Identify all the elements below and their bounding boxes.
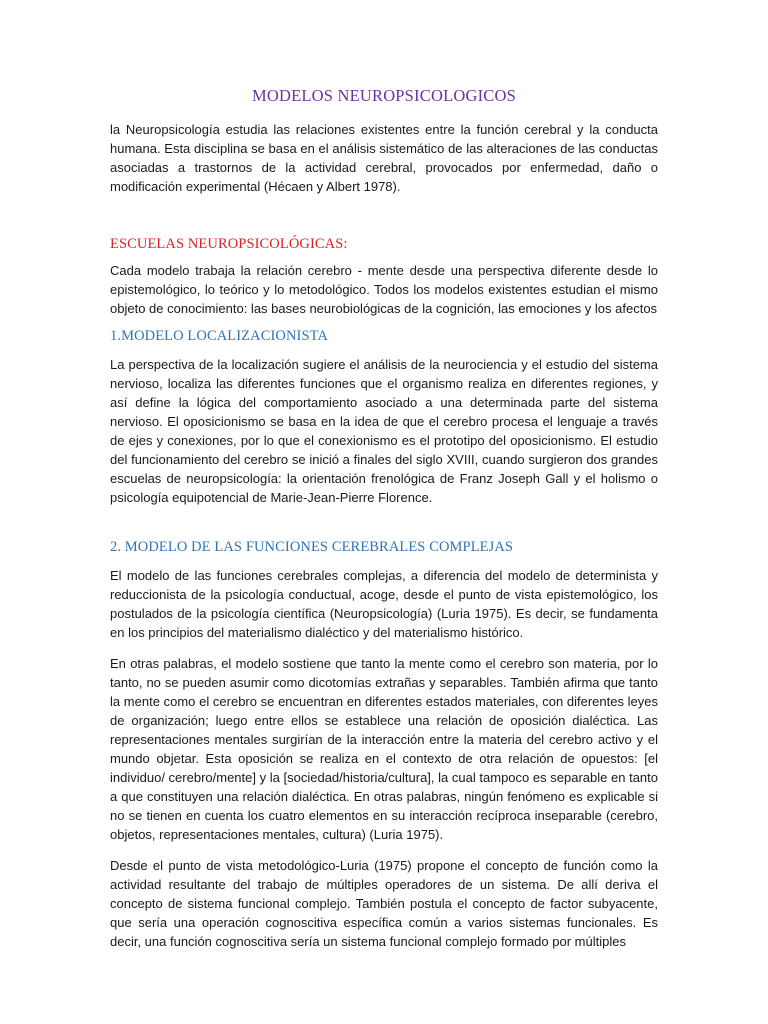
section1-paragraph: La perspectiva de la localización sugiere el análisis de la neurociencia y el estudio del sistema nervioso, localiza las diferentes funciones que el organismo realiza en diferentes regiones, y así define la lógica del comportamiento asociado a una determinada parte del sistema nervioso. El oposicionismo se basa en la idea de que el cerebro procesa el lenguaje a través de ejes y conexiones, por lo que el conexionismo es el prototipo del oposicionismo. El estudio del funcionamiento del cerebro se inició a finales del siglo XVIII, cuando surgieron dos grandes escuelas de neuropsicología: la orientación frenológica de Franz Joseph Gall y el holismo o psicología equipotencial de Marie-Jean-Pierre Florence.: [110, 357, 658, 505]
intro-paragraph: la Neuropsicología estudia las relaciones existentes entre la función cerebral y la conducta humana. Esta disciplina se basa en el análisis sistemático de las alteraciones de las conductas asociadas a trastornos de la actividad cerebral, provocados por enfermedad, daño o modificación experimental (Hécaen y Albert 1978).: [110, 122, 658, 194]
section2-paragraph-1: El modelo de las funciones cerebrales complejas, a diferencia del modelo de determinista y reduccionista de la psicología conductual, acoge, desde el punto de vista epistemológico, los postulados de la psicología científica (Neuropsicología) (Luria 1975). Es decir, se fundamenta en los principios del materialismo dialéctico y del materialismo histórico.: [110, 568, 658, 640]
section2-paragraph-2: En otras palabras, el modelo sostiene que tanto la mente como el cerebro son materia, por lo tanto, no se pueden asumir como dicotomías extrañas y separables. También afirma que tanto la mente como el cerebro se encuentran en diferentes estados materiales, con diferentes leyes de organización; luego entre ellos se establece una relación de oposición dialéctica. Las representaciones mentales surgirían de la interacción entre la materia del cerebro activo y el mundo objetar. Esta oposición se realiza en el contexto de otra relación de opuestos: [el individuo/ cerebro/mente] y la [sociedad/historia/cultura], la cual tampoco es separable en tanto a que constituyen una relación dialéctica. En otras palabras, ningún fenómeno es explicable si no se tienen en cuenta los cuatro elementos en su interacción recíproca inseparable (cerebro, objetos, representaciones mentales, cultura) (Luria 1975).: [110, 656, 658, 842]
document-title: MODELOS NEUROPSICOLOGICOS: [252, 86, 516, 105]
section2-paragraph-3: Desde el punto de vista metodológico-Luria (1975) propone el concepto de función como la actividad resultante del trabajo de múltiples operadores de un sistema. De allí deriva el concepto de sistema funcional complejo. También postula el concepto de factor subyacente, que sería una operación cognoscitiva específica común a varios sistemas funcionales. Es decir, una función cognoscitiva sería un sistema funcional complejo formado por múltiples: [110, 858, 658, 949]
section1-heading: 1.MODELO LOCALIZACIONISTA: [110, 328, 329, 344]
escuelas-heading: ESCUELAS NEUROPSICOLÓGICAS:: [110, 236, 348, 252]
escuelas-paragraph: Cada modelo trabaja la relación cerebro - mente desde una perspectiva diferente desde lo epistemológico, lo teórico y lo metodológico. Todos los modelos existentes estudian el mismo objeto de conocimiento: las bases neurobiológicas de la cognición, las emociones y los afectos: [110, 263, 658, 316]
section2-heading: 2. MODELO DE LAS FUNCIONES CEREBRALES COMPLEJAS: [110, 539, 514, 555]
